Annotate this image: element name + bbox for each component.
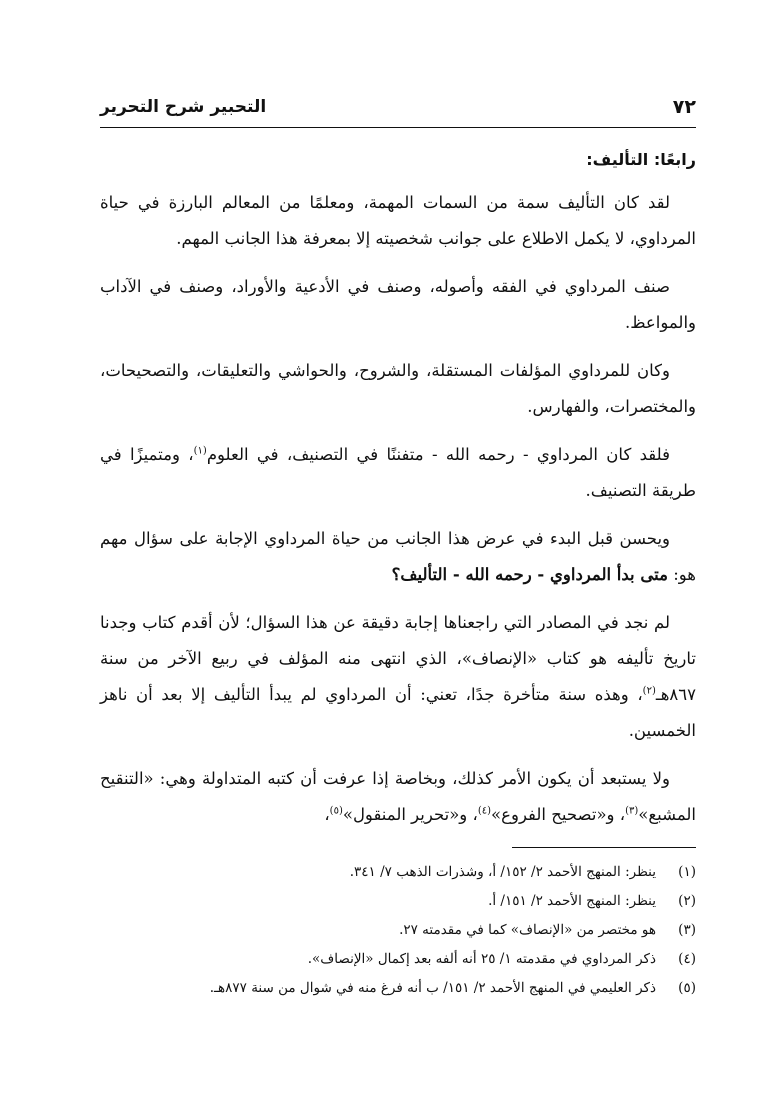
paragraph-text: ، وهذه سنة متأخرة جدًا، تعني: أن المرداوي لم يبدأ التأليف إلا بعد أن ناهز الخمسين. [100,685,696,740]
footnote-number: (٢) [678,893,696,909]
footnote [100,945,696,974]
paragraph-1 [100,185,696,257]
footnote-text: ينظر: المنهج الأحمد ٢/ ١٥٢/ أ، وشذرات الذهب ٧/ ٣٤١. [349,864,656,880]
footnote [100,858,696,887]
paragraph-text: ، و«تحرير المنقول» [342,805,478,824]
main-text [100,145,696,845]
paragraph-text: لقد كان التأليف سمة من السمات المهمة، ومعلمًا من المعالم البارزة في حياة المرداوي، لا يكمل الاطلاع على جوانب شخصيته إلا بمعرفة هذا الجانب المهم. [100,193,696,248]
footnote [100,916,696,945]
footnote [100,887,696,916]
section-heading: رابعًا: التأليف: [586,150,696,169]
footnote [100,974,696,1003]
page-header [100,92,696,122]
footnote-number: (١) [678,864,696,880]
footnote-number: (٣) [678,922,696,938]
paragraph-text: صنف المرداوي في الفقه وأصوله، وصنف في الأدعية والأوراد، وصنف في الآداب والمواعظ. [100,277,696,332]
paragraph-7 [100,761,696,833]
footnote-ref: (١) [193,445,207,457]
footnote-text: ذكر المرداوي في مقدمته ١/ ٢٥ أنه ألفه بعد إكمال «الإنصاف». [307,951,656,967]
running-title: التحبير شرح التحرير [100,97,267,117]
footnote-ref: (٢) [642,685,656,697]
footnote-ref: (٣) [625,805,639,817]
paragraph-text: ، [324,805,330,824]
header-divider [100,127,696,128]
footnote-text: ينظر: المنهج الأحمد ٢/ ١٥١/ أ. [488,893,656,909]
paragraph-5 [100,521,696,593]
footnote-divider [512,847,696,848]
footnote-text: هو مختصر من «الإنصاف» كما في مقدمته ٢٧. [399,922,656,938]
page-number: ٧٢ [672,96,696,118]
paragraph-text: فلقد كان المرداوي - رحمه الله - متفننًا في التصنيف، في العلوم [206,445,670,464]
footnote-ref: (٥) [329,805,343,817]
paragraph-text: ويحسن قبل البدء في عرض هذا الجانب من حياة المرداوي الإجابة على سؤال مهم هو: [100,529,696,584]
paragraph-text: لم نجد في المصادر التي راجعناها إجابة دقيقة عن هذا السؤال؛ لأن أقدم كتاب وجدنا تاريخ تأليفه هو كتاب «الإنصاف»، الذي انتهى منه المؤلف في ربيع الآخر من سنة ٨٦٧هـ [100,613,696,704]
footnote-text: ذكر العليمي في المنهج الأحمد ٢/ ١٥١/ ب أنه فرغ منه في شوال من سنة ٨٧٧هـ. [209,980,656,996]
paragraph-3 [100,353,696,425]
paragraph-6 [100,605,696,749]
paragraph-text: ، ومتميزًا في طريقة التصنيف. [100,445,696,500]
footnote-number: (٤) [678,951,696,967]
paragraph-4 [100,437,696,509]
paragraph-text: ولا يستبعد أن يكون الأمر كذلك، وبخاصة إذا عرفت أن كتبه المتداولة وهي: «التنقيح المشبع» [100,769,696,824]
question-bold: متى بدأ المرداوي - رحمه الله - التأليف؟ [391,565,668,584]
footnote-number: (٥) [678,980,696,996]
footnotes [100,858,696,1003]
paragraph-text: وكان للمرداوي المؤلفات المستقلة، والشروح، والحواشي والتعليقات، والتصحيحات، والمختصرات، والفهارس. [100,361,696,416]
footnote-ref: (٤) [477,805,492,817]
paragraph-text: ، و«تصحيح الفروع» [491,805,626,824]
paragraph-2 [100,269,696,341]
